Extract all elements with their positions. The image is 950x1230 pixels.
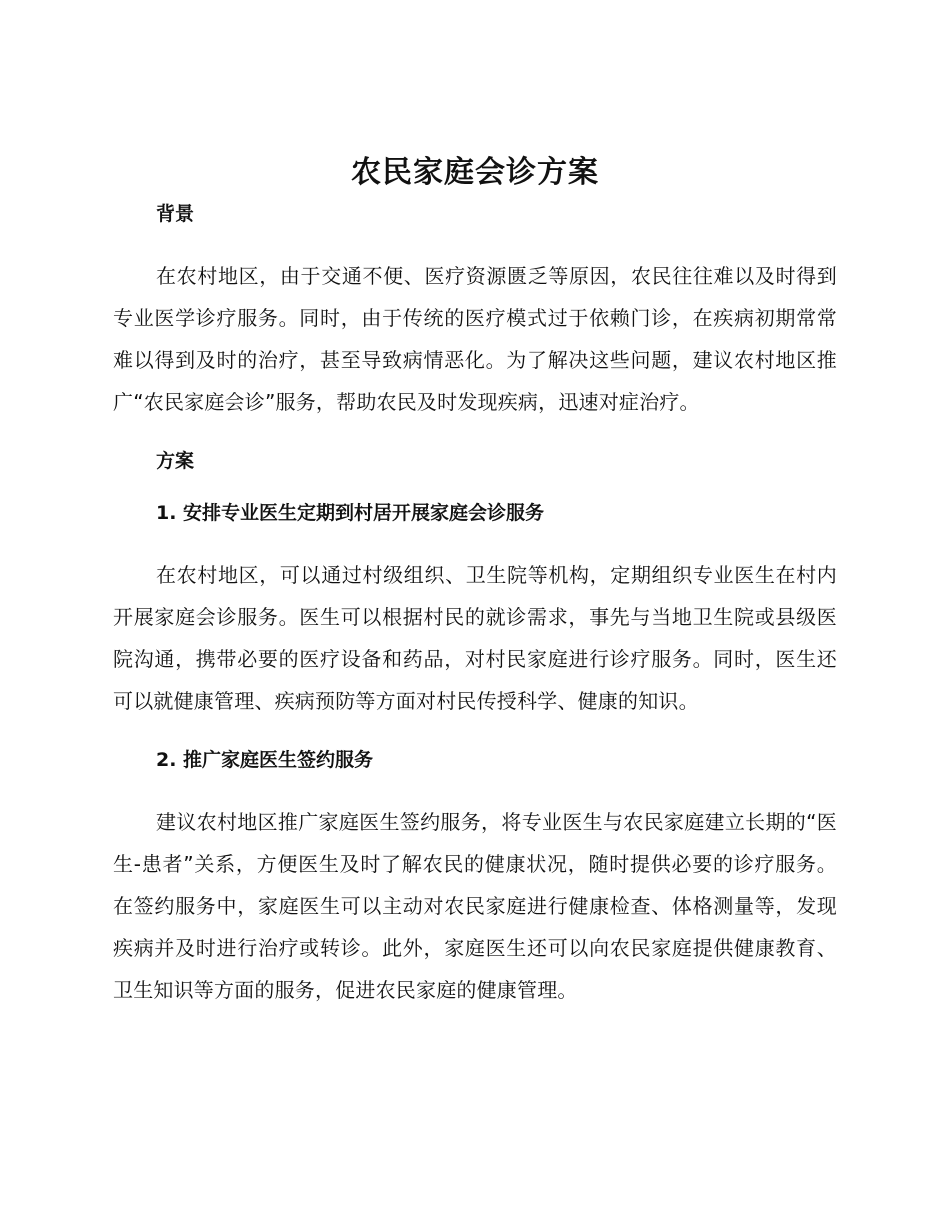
document-title: 农民家庭会诊方案 [351,155,599,190]
section-paragraph-plan-item-2: 建议农村地区推广家庭医生签约服务，将专业医生与农民家庭建立长期的“医生-患者”关系，方便医生及时了解农民的健康状况，随时提供必要的诊疗服务。在签约服务中，家庭医生可以主动对农民家庭进行健康检查、体格测量等，发现疾病并及时进行治疗或转诊。此外，家庭医生还可以向农民家庭提供健康教育、卫生知识等方面的服务，促进农民家庭的健康管理。 [113,810,837,1002]
section-heading-plan-item-1: 1. 安排专业医生定期到村居开展家庭会诊服务 [156,502,545,524]
section-heading-background: 背景 [156,203,195,225]
section-paragraph-background: 在农村地区，由于交通不便、医疗资源匮乏等原因，农民往往难以及时得到专业医学诊疗服务。同时，由于传统的医疗模式过于依赖门诊，在疾病初期常常难以得到及时的治疗，甚至导致病情恶化。为了解决这些问题，建议农村地区推广“农民家庭会诊”服务，帮助农民及时发现疾病，迅速对症治疗。 [113,264,837,414]
section-paragraph-plan-item-1: 在农村地区，可以通过村级组织、卫生院等机构，定期组织专业医生在村内开展家庭会诊服务。医生可以根据村民的就诊需求，事先与当地卫生院或县级医院沟通，携带必要的医疗设备和药品，对村民家庭进行诊疗服务。同时，医生还可以就健康管理、疾病预防等方面对村民传授科学、健康的知识。 [113,563,837,713]
section-heading-plan-item-2: 2. 推广家庭医生签约服务 [156,749,374,771]
document-page [113,150,837,1011]
section-heading-plan: 方案 [156,450,195,472]
